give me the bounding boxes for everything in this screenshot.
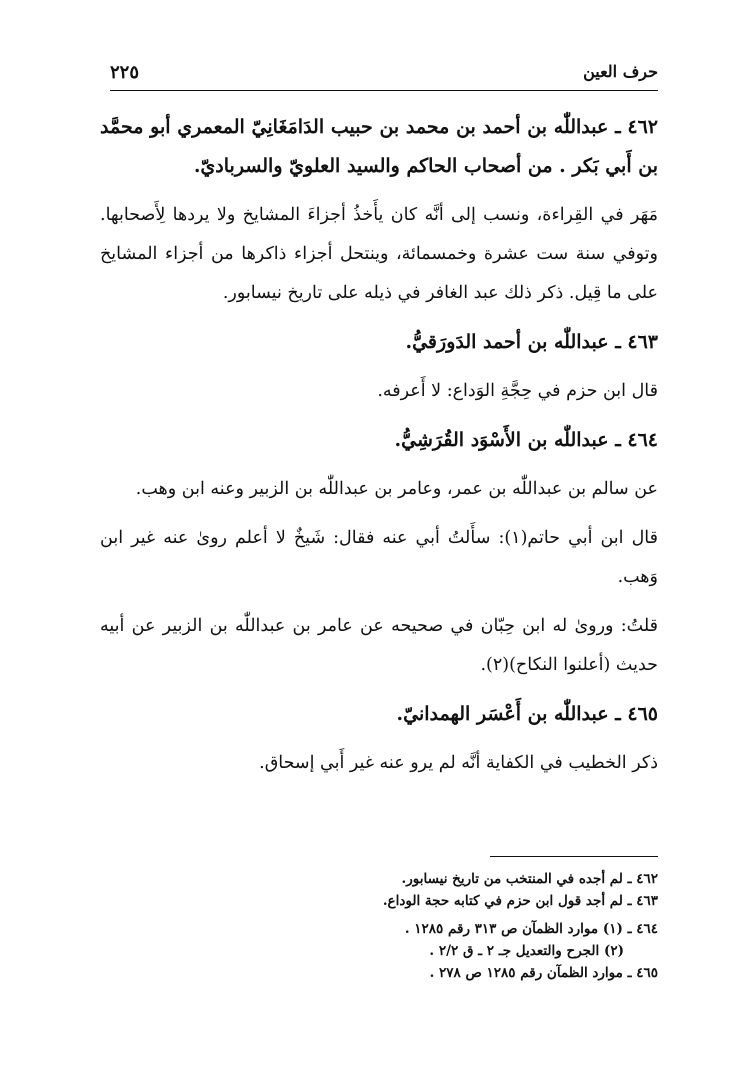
main-text [100, 108, 658, 793]
footnote: ٤٦٣ ـ لم أجد قول ابن حزم في كتابه حجة الوداع. [382, 893, 658, 909]
footnote: ٤٦٤ ـ (١) موارد الظمآن ص ٣١٣ رقم ١٢٨٥ . [404, 921, 658, 937]
header-rule [110, 90, 658, 91]
chapter-title: حرف العين [583, 62, 658, 81]
paragraph: عن سالم بن عبداللّٰه بن عمر، وعامر بن عبداللّٰه بن الزبير وعنه ابن وهب. [135, 479, 658, 499]
paragraph: مَهَر في القِراءة، ونسب إلى أنَّه كان يأَخذُ أجزاءَ المشايخ ولا يردها لِأَصحابها. وتوفي سنة ست عشرة وخمسمائة، وينتحل أجزاء ذاكرها من أجزاء المشايخ على ما قِيل. ذكر ذلك عبد الغافر في ذيله على تاريخ نيسابور. [100, 205, 658, 303]
paragraph: قال ابن حزم في حِجَّةِ الوَداع: لا أَعرفه. [377, 381, 658, 401]
entry-heading-465: ٤٦٥ ـ عبداللّٰه بن أَعْسَر الهمدانيّ. [396, 703, 658, 725]
running-header [110, 62, 658, 90]
footnotes [260, 868, 658, 984]
footnote-rule [490, 856, 658, 857]
paragraph: ذكر الخطيب في الكفاية أنَّه لم يرو عنه غير أَبي إسحاق. [259, 753, 658, 773]
entry-heading-463: ٤٦٣ ـ عبداللّٰه بن أحمد الدَورَقيُّ. [405, 331, 658, 353]
paragraph: قال ابن أبي حاتم(١): سأَلتُ أبي عنه فقال: شَيخٌ لا أعلم روىٰ عنه غير ابن وَهب. [100, 528, 659, 587]
footnote: ٤٦٥ ـ موارد الظمآن رقم ١٢٨٥ ص ٢٧٨ . [429, 965, 658, 981]
entry-heading-462: ٤٦٢ ـ عبداللّٰه بن أحمد بن محمد بن حبيب الدَامَغَانِيّ المعمري أبو محمَّد بن أَبي بَكر . من أصحاب الحاكم والسيد العلويّ والسرباديّ. [100, 116, 658, 177]
entry-heading-464: ٤٦٤ ـ عبداللّٰه بن الأَسْوَد القُرَشِيُّ. [394, 429, 658, 451]
footnote: (٢) الجرح والتعديل جـ ٢ ـ ق ٢/٢ . [429, 943, 624, 959]
footnote: ٤٦٢ ـ لم أجده في المنتخب من تاريخ نيسابور. [401, 871, 658, 887]
paragraph: قلتُ: وروىٰ له ابن حِبّان في صحيحه عن عامر بن عبداللّٰه بن الزبير عن أبيه حديث (أعلنوا النكاح)(٢). [100, 616, 658, 675]
page-number: ٢٢٥ [110, 62, 140, 83]
